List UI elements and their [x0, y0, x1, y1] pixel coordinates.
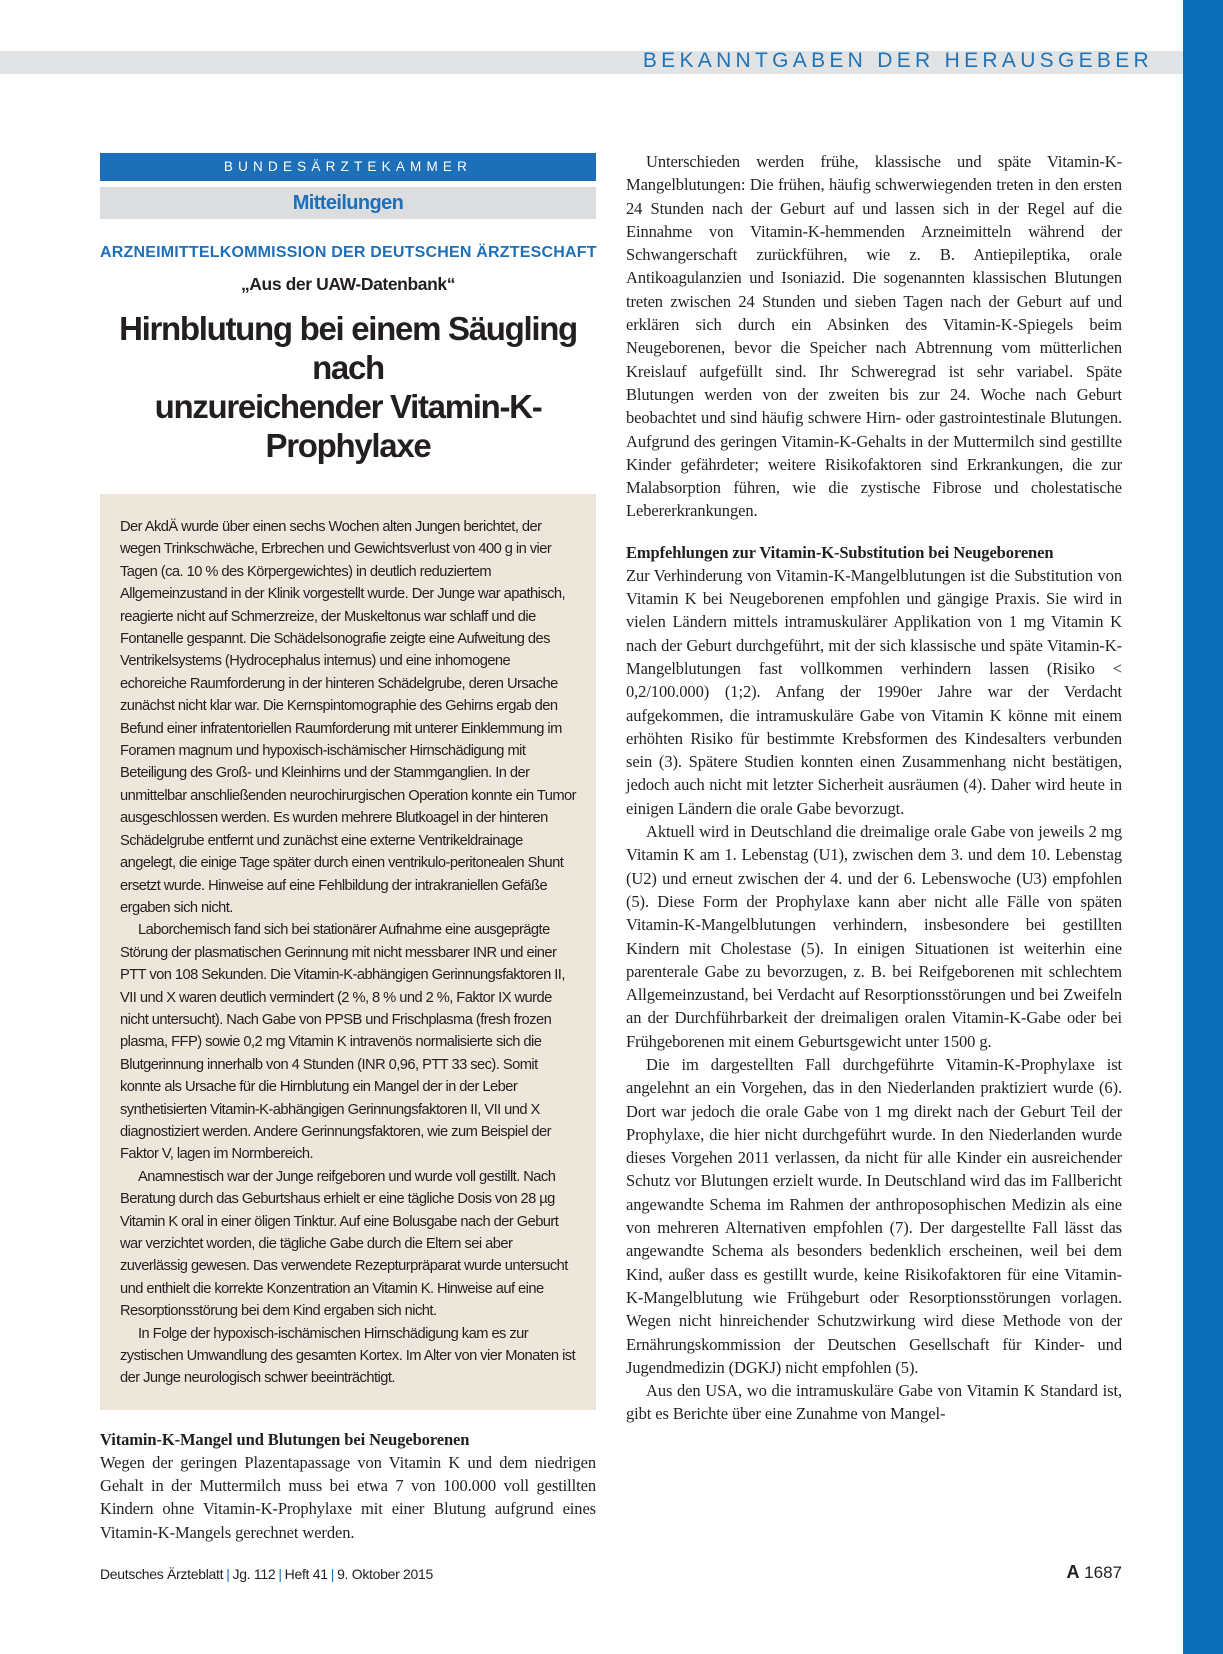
footer-separator: | [226, 1566, 230, 1582]
body-paragraph: Aus den USA, wo die intramuskuläre Gabe von Vitamin K Standard ist, gibt es Berichte über eine Zunahme von Mangel- [626, 1381, 1122, 1424]
left-column [100, 153, 596, 1544]
body-paragraph: Wegen der geringen Plazentapassage von Vitamin K und dem niedrigen Gehalt in der Muttermilch muss bei etwa 7 von 100.000 voll gestillten Kindern ohne Vitamin-K-Prophylaxe mit einer Blutung aufgrund eines Vitamin-K-Mangels gerechnet werden. [100, 1452, 596, 1542]
footer-citation [100, 1566, 433, 1582]
article-title-line-1: Hirnblutung bei einem Säugling nach [119, 310, 577, 386]
page-number [1066, 1562, 1122, 1583]
section-heading-vitamin-k-mangel: Vitamin-K-Mangel und Blutungen bei Neugeborenen [100, 1429, 470, 1449]
category-banner: Mitteilungen [100, 187, 596, 219]
case-paragraph: Laborchemisch fand sich bei stationärer Aufnahme eine ausgeprägte Störung der plasmatischen Gerinnung mit nicht messbarer INR und einer PTT von 108 Sekunden. Die Vitamin-K-abhängigen Gerinnungsfaktoren II, VII und X waren deutlich vermindert (2 %, 8 % und 2 %, Faktor IX wurde nicht untersucht). Nach Gabe von PPSB und Frischplasma (fresh frozen plasma, FFP) sowie 0,2 mg Vitamin K intravenös normalisierte sich die Blutgerinnung innerhalb von 4 Stunden (INR 0,96, PTT 33 sec). Somit konnte als Ursache für die Hirnblutung ein Mangel der in der Leber synthetisierten Vitamin-K-abhängigen Gerinnungsfaktoren II, VII und X diagnostiziert werden. Andere Gerinnungsfaktoren, wie zum Beispiel der Faktor V, lagen im Normbereich. [120, 922, 565, 1163]
section-vitamin-k-mangel [100, 1428, 596, 1544]
case-paragraph: Anamnestisch war der Junge reifgeboren und wurde voll gestillt. Nach Beratung durch das Geburtshaus erhielt er eine tägliche Dosis von 28 µg Vitamin K oral in einer öligen Tinktur. Auf eine Bolusgabe nach der Geburt war verzichtet worden, die tägliche Gabe durch die Eltern sei aber zuverlässig gewesen. Das verwendete Rezepturpräparat wurde untersucht und enthielt die korrekte Konzentration an Vitamin K. Hinweise auf eine Resorptionsstörung bei dem Kind ergaben sich nicht. [120, 1168, 568, 1320]
section-heading-empfehlungen: Empfehlungen zur Vitamin-K-Substitution bei Neugeborenen [626, 542, 1054, 562]
body-paragraph: Die im dargestellten Fall durchgeführte Vitamin-K-Prophylaxe ist angelehnt an ein Vorgehen, das in den Niederlanden praktiziert wurde (6). Dort war jedoch die orale Gabe von 1 mg direkt nach der Geburt Teil der Prophylaxe, die hier nicht durchgeführt wurde. In den Niederlanden wurde dieses Vorgehen 2011 verlassen, da nicht für alle Kinder ein ausreichender Schutz vor Blutungen erzielt wurde. In Deutschland wird das im Fallbericht angewandte Schema im Rahmen der anthroposophischen Medizin als eine von mehreren Alternativen empfohlen (7). Der dargestellte Fall lässt das angewandte Schema als besonders bedenklich erscheinen, weil bei dem Kind, außer dass es gestillt wurde, keine Risikofaktoren für eine Vitamin-K-Mangelblutung wie Frühgeburt oder Resorptionsstörungen vorlagen. Wegen nicht hinreichender Schutzwirkung wird diese Methode von der Ernährungskommission der Deutschen Gesellschaft für Kinder- und Jugendmedizin (DGKJ) nicht empfohlen (5). [626, 1054, 1122, 1377]
footer-separator: | [278, 1566, 282, 1582]
body-paragraph: Aktuell wird in Deutschland die dreimalige orale Gabe von jeweils 2 mg Vitamin K am 1. Lebenstag (U1), zwischen dem 3. und dem 10. Lebenstag (U2) und erneut zwischen der 4. und der 6. Lebenswoche (U3) empfohlen (5). Diese Form der Prophylaxe kann aber nicht alle Fälle von späten Vitamin-K-Mangelblutungen verhindern, insbesondere bei gestillten Kindern mit Cholestase (5). In einigen Situationen ist weiterhin eine parenterale Gabe zu bevorzugen, z. B. bei Reifgeborenen mit schlechtem Allgemeinzustand, bei Verdacht auf Resorptionsstörungen und bei Zweifeln an der Durchführbarkeit der dreimaligen oralen Vitamin-K-Gabe oder bei Frühgeborenen mit einem Geburtsgewicht unter 1500 g. [626, 822, 1122, 1051]
article-subtitle: „Aus der UAW-Datenbank“ [240, 274, 456, 294]
footer-separator: | [330, 1566, 335, 1582]
side-color-bar [1183, 0, 1223, 1654]
case-paragraph: In Folge der hypoxisch-ischämischen Hirnschädigung kam es zur zystischen Umwandlung des gesamten Kortex. Im Alter von vier Monaten ist der Junge neurologisch schwer beeinträchtigt. [120, 1325, 576, 1387]
journal-issue: Heft 41 [284, 1566, 328, 1582]
body-paragraph: Zur Verhinderung von Vitamin-K-Mangelblutungen ist die Substitution von Vitamin K bei Neugeborenen empfohlen und gängige Praxis. Sie wird in vielen Ländern mittels intramuskulärer Applikation von 1 mg Vitamin K nach der Geburt durchgeführt, mit der sich klassische und späte Vitamin-K-Mangelblutungen fast vollkommen verhindern lassen (Risiko < 0,2/100.000) (1;2). Anfang der 1990er Jahre war der Verdacht aufgekommen, die intramuskuläre Gabe von Vitamin K könne mit einem erhöhten Risiko für bestimmte Krebsformen des Kindesalters verbunden sein (3). Spätere Studien konnten einen Zusammenhang nicht bestätigen, jedoch auch nicht mit letzter Sicherheit ausräumen (4). Daher wird heute in einigen Ländern die orale Gabe bevorzugt. [626, 565, 1122, 818]
page-footer [100, 1562, 1122, 1586]
section-heading: BEKANNTGABEN DER HERAUSGEBER [642, 49, 1153, 72]
body-paragraph: Unterschieden werden frühe, klassische und späte Vitamin-K-Mangelblutungen: Die frühen, häufig schwerwiegenden treten in den ersten 24 Stunden nach der Geburt auf und lassen sich in der Regel auf die Einnahme von Vitamin-K-hemmenden Arzneimitteln während der Schwangerschaft zurückführen, wie z. B. Antiepileptika, orale Antikoagulanzien und Isoniazid. Die sogenannten klassischen Blutungen treten zwischen 24 Stunden und sieben Tagen nach der Geburt auf und erklären sich durch ein Absinken des Vitamin-K-Spiegels beim Neugeborenen, bevor die Speicher nach Abtrennung vom mütterlichen Kreislauf aufgefüllt sind. Ihr Schweregrad ist sehr variabel. Späte Blutungen werden von der zweiten bis zur 24. Woche nach Geburt beobachtet und sind häufig schwere Hirn- oder gastrointestinale Blutungen. Aufgrund des geringen Vitamin-K-Gehalts in der Muttermilch sind gestillte Kinder gefährdeter; weitere Risikofaktoren sind Erkrankungen, die zur Malabsorption führen, wie die zystische Fibrose und cholestatische Lebererkrankungen. [626, 152, 1122, 521]
page-prefix: A [1066, 1562, 1080, 1582]
case-report-box [100, 494, 596, 1410]
case-paragraph: Der AkdÄ wurde über einen sechs Wochen alten Jungen berichtet, der wegen Trinkschwäche, Erbrechen und Gewichtsverlust von 400 g in vier Tagen (ca. 10 % des Körpergewichtes) in deutlich reduziertem Allgemeinzustand in der Klinik vorgestellt wurde. Der Junge war apathisch, reagierte nicht auf Schmerzreize, der Muskeltonus war schlaff und die Fontanelle gespannt. Die Schädelsonografie zeigte eine Aufweitung des Ventrikelsystems (Hydrocephalus internus) und eine inhomogene echoreiche Raumforderung in der hinteren Schädelgrube, deren Ursache zunächst nicht klar war. Die Kernspintomographie des Gehirns ergab den Befund einer infratentoriellen Raumforderung mit unterer Einklemmung im Foramen magnum und hypoxisch-ischämischer Hirnschädigung mit Beteiligung des Groß- und Kleinhirns und der Stammganglien. In der unmittelbar anschließenden neurochirurgischen Operation konnte ein Tumor ausgeschlossen werden. Es wurden mehrere Blutkoagel in der hinteren Schädelgrube entfernt und zunächst eine externe Ventrikeldrainage angelegt, die einige Tage später durch einen ventrikulo-peritonealen Shunt ersetzt wurde. Hinweise auf eine Fehlbildung der intrakraniellen Gefäße ergaben sich nicht. [120, 519, 576, 916]
journal-name: Deutsches Ärzteblatt [100, 1566, 224, 1582]
right-column [626, 150, 1122, 1426]
article-title [100, 309, 596, 465]
organization-banner: BUNDESÄRZTEKAMMER [100, 153, 596, 181]
article-title-line-2: unzureichender Vitamin-K-Prophylaxe [154, 388, 542, 464]
article-kicker: ARZNEIMITTELKOMMISSION DER DEUTSCHEN ÄRZTESCHAFT [100, 244, 597, 261]
issue-date: 9. Oktober 2015 [337, 1566, 433, 1582]
page-number-value: 1687 [1084, 1563, 1122, 1582]
journal-volume: Jg. 112 [232, 1566, 276, 1582]
